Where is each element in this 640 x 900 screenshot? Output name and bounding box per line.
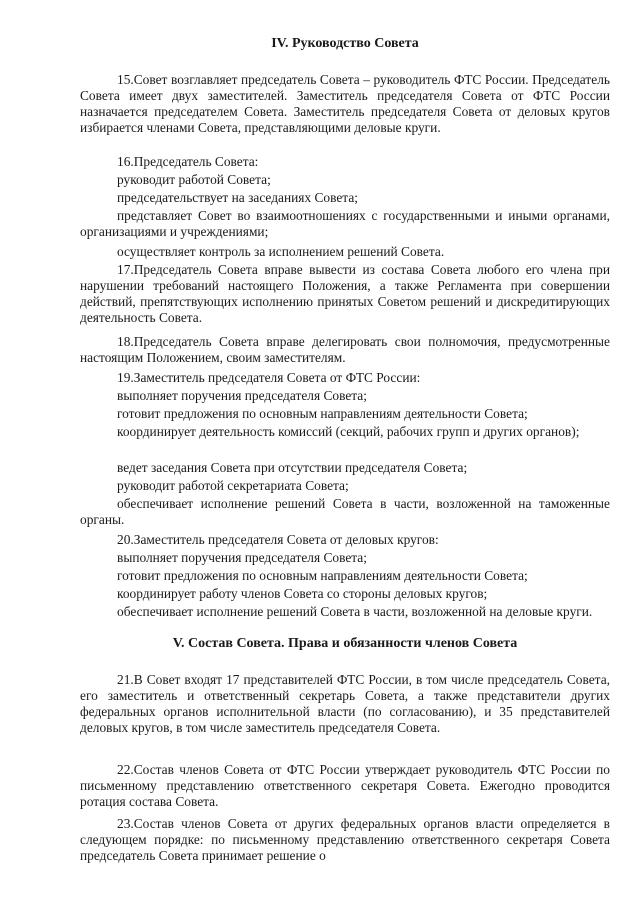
paragraph-16: 16.Председатель Совета:: [117, 154, 259, 169]
paragraph-19: 19.Заместитель председателя Совета от ФТС России:: [117, 370, 421, 385]
list-item: координирует работу членов Совета со стороны деловых кругов;: [117, 586, 488, 601]
paragraph-18: 18.Председатель Совета вправе делегировать свои полномочия, предусмотренные настоящим Положением, своим заместителям.: [80, 334, 610, 365]
list-item: готовит предложения по основным направлениям деятельности Совета;: [117, 568, 528, 583]
list-item: руководит работой секретариата Совета;: [117, 478, 349, 493]
paragraph-22: 22.Состав членов Совета от ФТС России утверждает руководитель ФТС России по письменному представлению ответственного секретаря Совета. Ежегодно проводится ротация состава Совета.: [80, 762, 610, 809]
list-item: выполняет поручения председателя Совета;: [117, 550, 367, 565]
paragraph-23: 23.Состав членов Совета от других федеральных органов власти определяется в следующем порядке: по письменному представлению ответственного секретаря Совета председатель Совета принимает решение о: [80, 816, 610, 863]
paragraph-20: 20.Заместитель председателя Совета от деловых кругов:: [117, 532, 439, 547]
paragraph-15: 15.Совет возглавляет председатель Совета – руководитель ФТС России. Председатель Совета имеет двух заместителей. Заместитель председателя Совета от ФТС России назначается председателем Совета. Заместитель председателя Совета от деловых кругов избирается членами Совета, представляющими деловые круги.: [80, 72, 610, 135]
list-item: председательствует на заседаниях Совета;: [117, 190, 358, 205]
list-item: готовит предложения по основным направлениям деятельности Совета;: [117, 406, 528, 421]
section-iv-heading: IV. Руководство Совета: [271, 36, 419, 51]
list-item: обеспечивает исполнение решений Совета в части, возложенной на таможенные органы.: [80, 496, 610, 527]
list-item: координирует деятельность комиссий (секций, рабочих групп и других органов);: [117, 424, 580, 439]
list-item: руководит работой Совета;: [117, 172, 271, 187]
section-v-heading: V. Состав Совета. Права и обязанности членов Совета: [172, 636, 518, 651]
list-item: представляет Совет во взаимоотношениях с государственными и иными органами, организациями и учреждениями;: [80, 208, 610, 239]
list-item: осуществляет контроль за исполнением решений Совета.: [117, 244, 445, 259]
paragraph-21: 21.В Совет входят 17 представителей ФТС России, в том числе председатель Совета, его заместитель и ответственный секретарь Совета, а также представители других федеральных органов исполнительной власти (по согласованию), и 35 представителей деловых кругов, в том числе заместитель председателя Совета.: [80, 672, 610, 735]
list-item: выполняет поручения председателя Совета;: [117, 388, 367, 403]
paragraph-17: 17.Председатель Совета вправе вывести из состава Совета любого его члена при нарушении требований настоящего Положения, а также Регламента при совершении действий, препятствующих исполнению принятых Советом решений и дискредитирующих деятельность Совета.: [80, 262, 610, 325]
list-item: ведет заседания Совета при отсутствии председателя Совета;: [117, 460, 468, 475]
list-item: обеспечивает исполнение решений Совета в части, возложенной на деловые круги.: [117, 604, 593, 619]
